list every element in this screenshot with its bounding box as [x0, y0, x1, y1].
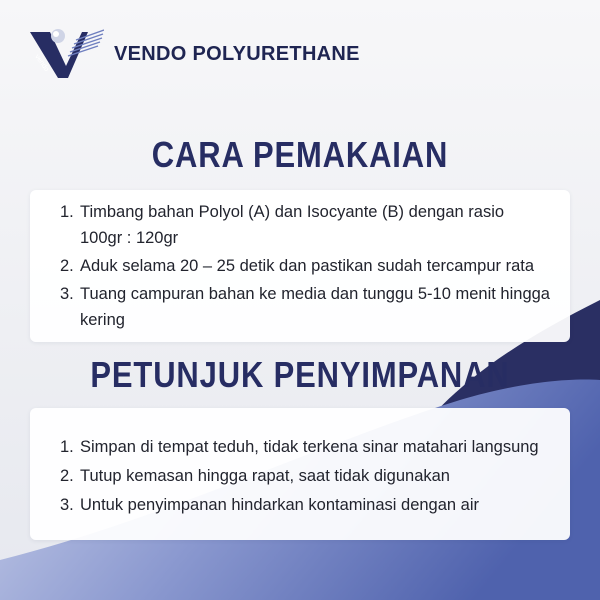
- list-item: [60, 253, 550, 279]
- item-text: Aduk selama 20 – 25 detik dan pastikan sudah tercampur rata: [80, 257, 535, 275]
- item-text: Tuang campuran bahan ke media dan tunggu 5-10 menit hingga kering: [80, 285, 550, 329]
- storage-card: [30, 408, 570, 540]
- item-text: Tutup kemasan hingga rapat, saat tidak digunakan: [80, 467, 450, 485]
- item-text: Simpan di tempat teduh, tidak terkena sinar matahari langsung: [80, 438, 539, 456]
- section-title-usage: CARA PEMAKAIAN: [151, 134, 449, 175]
- item-number: 3.: [60, 496, 74, 514]
- usage-list: [60, 199, 550, 333]
- item-number: 2.: [60, 467, 74, 485]
- brand-header: [28, 26, 360, 82]
- list-item: [60, 463, 550, 489]
- storage-list: [60, 434, 550, 518]
- item-text: Untuk penyimpanan hindarkan kontaminasi dengan air: [80, 496, 480, 514]
- item-text: Timbang bahan Polyol (A) dan Isocyante (B) dengan rasio 100gr : 120gr: [80, 203, 505, 247]
- list-item: [60, 492, 550, 518]
- item-number: 1.: [60, 203, 74, 221]
- list-item: [60, 434, 550, 460]
- list-item: [60, 281, 550, 333]
- item-number: 3.: [60, 285, 74, 303]
- section-title-storage: PETUNJUK PENYIMPANAN: [90, 354, 510, 395]
- vendo-logo-icon: [28, 26, 104, 82]
- list-item: [60, 199, 550, 251]
- brand-name: VENDO POLYURETHANE: [114, 42, 360, 65]
- item-number: 1.: [60, 438, 74, 456]
- logo-text: vendo: [33, 53, 50, 74]
- item-number: 2.: [60, 257, 74, 275]
- usage-card: [30, 190, 570, 342]
